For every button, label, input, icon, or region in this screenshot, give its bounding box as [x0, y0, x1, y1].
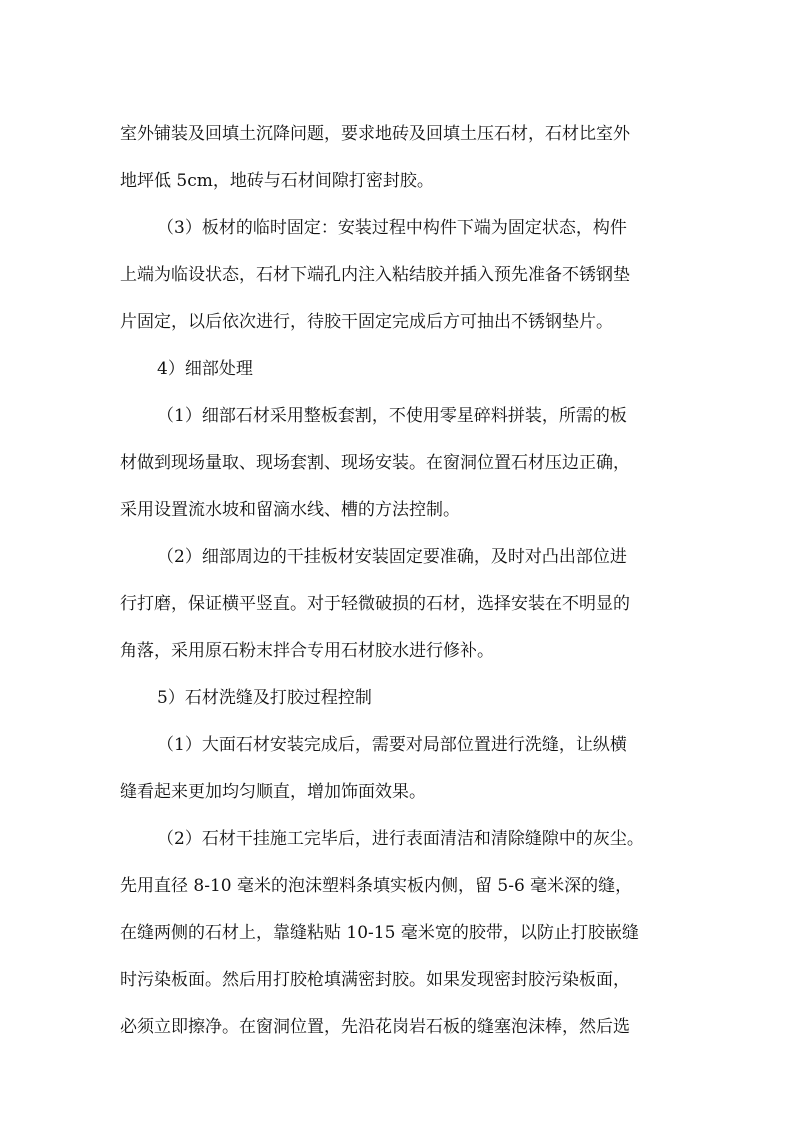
- text-line: 时污染板面。然后用打胶枪填满密封胶。如果发现密封胶污染板面，: [120, 970, 630, 990]
- paragraph-start-line: （1）细部石材采用整板套割，不使用零星碎料拼装，所需的板: [157, 406, 627, 426]
- section-heading: 5）石材洗缝及打胶过程控制: [157, 688, 372, 708]
- text-line: 缝看起来更加均匀顺直，增加饰面效果。: [120, 782, 426, 802]
- text-line: 行打磨，保证横平竖直。对于轻微破损的石材，选择安装在不明显的: [120, 594, 630, 614]
- text-line: 必须立即擦净。在窗洞位置，先沿花岗岩石板的缝塞泡沫棒，然后选: [120, 1017, 630, 1037]
- text-line: 在缝两侧的石材上，靠缝粘贴 10-15 毫米宽的胶带，以防止打胶嵌缝: [120, 923, 639, 943]
- paragraph-start-line: （3）板材的临时固定：安装过程中构件下端为固定状态，构件: [157, 218, 627, 238]
- text-line: 角落，采用原石粉末拌合专用石材胶水进行修补。: [120, 641, 494, 661]
- text-line: 材做到现场量取、现场套割、现场安装。在窗洞位置石材压边正确，: [120, 453, 630, 473]
- text-line: 地坪低 5cm，地砖与石材间隙打密封胶。: [120, 171, 434, 191]
- text-line: 先用直径 8-10 毫米的泡沫塑料条填实板内侧，留 5-6 毫米深的缝，: [120, 876, 633, 896]
- paragraph-start-line: （2）石材干挂施工完毕后，进行表面清洁和清除缝隙中的灰尘。: [157, 829, 644, 849]
- paragraph-start-line: （1）大面石材安装完成后，需要对局部位置进行洗缝，让纵横: [157, 735, 627, 755]
- paragraph-start-line: （2）细部周边的干挂板材安装固定要准确，及时对凸出部位进: [157, 547, 627, 567]
- text-line: 片固定，以后依次进行，待胶干固定完成后方可抽出不锈钢垫片。: [120, 312, 613, 332]
- section-heading: 4）细部处理: [157, 359, 253, 379]
- text-line: 室外铺装及回填土沉降问题，要求地砖及回填土压石材，石材比室外: [120, 124, 630, 144]
- text-line: 上端为临设状态，石材下端孔内注入粘结胶并插入预先准备不锈钢垫: [120, 265, 630, 285]
- text-line: 采用设置流水坡和留滴水线、槽的方法控制。: [120, 500, 460, 520]
